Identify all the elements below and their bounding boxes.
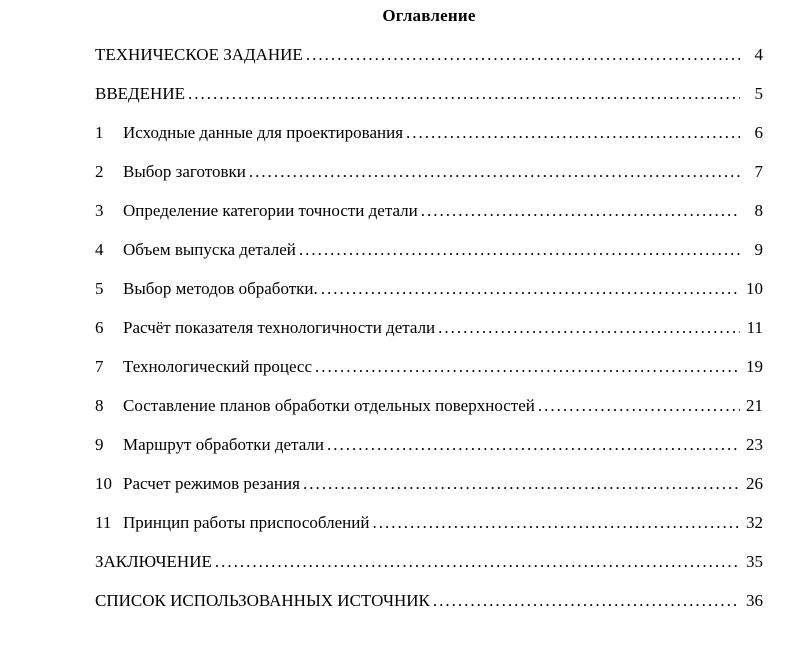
- toc-entry[interactable]: [95, 592, 763, 610]
- dot-leader: [315, 358, 740, 376]
- toc-entry-page: 32: [746, 513, 763, 532]
- toc-entry-page: 23: [746, 435, 763, 454]
- toc-entry-number: 11: [95, 513, 112, 532]
- dot-leader: [321, 280, 740, 298]
- dot-leader: [215, 553, 740, 571]
- dot-leader: [438, 319, 740, 337]
- toc-entry-number: 3: [95, 201, 104, 220]
- toc-entry-page: 7: [754, 162, 763, 181]
- toc-entry[interactable]: [95, 124, 763, 142]
- toc-entry-number: 1: [95, 123, 104, 142]
- toc-entry[interactable]: [95, 85, 763, 103]
- toc-entry-number: 2: [95, 162, 104, 181]
- toc-entry[interactable]: [95, 202, 763, 220]
- dot-leader: [538, 397, 740, 415]
- dot-leader: [406, 124, 740, 142]
- dot-leader: [372, 514, 740, 532]
- toc-entry-number: 8: [95, 396, 104, 415]
- toc-entry-page: 35: [746, 552, 763, 571]
- toc-entry-label[interactable]: Объем выпуска деталей: [123, 240, 296, 259]
- toc-entry-label[interactable]: Принцип работы приспособлений: [123, 513, 370, 532]
- toc-list: [95, 46, 763, 610]
- toc-entry[interactable]: [95, 46, 763, 64]
- toc-entry-label[interactable]: ЗАКЛЮЧЕНИЕ: [95, 552, 212, 571]
- toc-entry-label[interactable]: ВВЕДЕНИЕ: [95, 84, 185, 103]
- toc-entry-label[interactable]: Маршрут обработки детали: [123, 435, 324, 454]
- toc-entry-label[interactable]: Составление планов обработки отдельных поверхностей: [123, 396, 535, 415]
- toc-entry-page: 9: [754, 240, 763, 259]
- dot-leader: [306, 46, 740, 64]
- toc-entry-label[interactable]: Определение категории точности детали: [123, 201, 418, 220]
- toc-entry-label[interactable]: Выбор методов обработки.: [123, 279, 318, 298]
- toc-entry-label[interactable]: СПИСОК ИСПОЛЬЗОВАННЫХ ИСТОЧНИК: [95, 591, 430, 610]
- dot-leader: [433, 592, 740, 610]
- toc-entry-page: 36: [746, 591, 763, 610]
- toc-entry-page: 21: [746, 396, 763, 415]
- toc-entry[interactable]: [95, 514, 763, 532]
- toc-entry-label[interactable]: Исходные данные для проектирования: [123, 123, 404, 142]
- toc-entry-label[interactable]: Расчёт показателя технологичности детали: [123, 318, 436, 337]
- dot-leader: [303, 475, 740, 493]
- toc-entry-number: 6: [95, 318, 104, 337]
- dot-leader: [188, 85, 740, 103]
- toc-entry-label[interactable]: Выбор заготовки: [123, 162, 246, 181]
- toc-entry-label[interactable]: Расчет режимов резания: [123, 474, 300, 493]
- toc-entry[interactable]: [95, 241, 763, 259]
- dot-leader: [421, 202, 740, 220]
- toc-entry-page: 5: [754, 84, 763, 103]
- toc-entry[interactable]: [95, 358, 763, 376]
- toc-entry[interactable]: [95, 475, 763, 493]
- toc-entry-number: 4: [95, 240, 104, 259]
- dot-leader: [327, 436, 740, 454]
- toc-entry-number: 7: [95, 357, 104, 376]
- toc-entry[interactable]: [95, 280, 763, 298]
- toc-entry-page: 26: [746, 474, 763, 493]
- dot-leader: [299, 241, 740, 259]
- toc-entry[interactable]: [95, 436, 763, 454]
- toc-entry-page: 6: [754, 123, 763, 142]
- page-title: Оглавление: [382, 6, 476, 25]
- toc-entry[interactable]: [95, 397, 763, 415]
- toc-entry[interactable]: [95, 163, 763, 181]
- toc-entry[interactable]: [95, 553, 763, 571]
- toc-entry-page: 8: [754, 201, 763, 220]
- toc-entry-page: 11: [746, 318, 763, 337]
- toc-entry-page: 10: [746, 279, 763, 298]
- toc-entry[interactable]: [95, 319, 763, 337]
- toc-entry-page: 4: [754, 45, 763, 64]
- toc-entry-number: 5: [95, 279, 104, 298]
- toc-entry-page: 19: [746, 357, 763, 376]
- toc-entry-number: 9: [95, 435, 104, 454]
- dot-leader: [249, 163, 740, 181]
- toc-entry-label[interactable]: ТЕХНИЧЕСКОЕ ЗАДАНИЕ: [95, 45, 303, 64]
- toc-entry-number: 10: [95, 474, 112, 493]
- toc-entry-label[interactable]: Технологический процесс: [123, 357, 313, 376]
